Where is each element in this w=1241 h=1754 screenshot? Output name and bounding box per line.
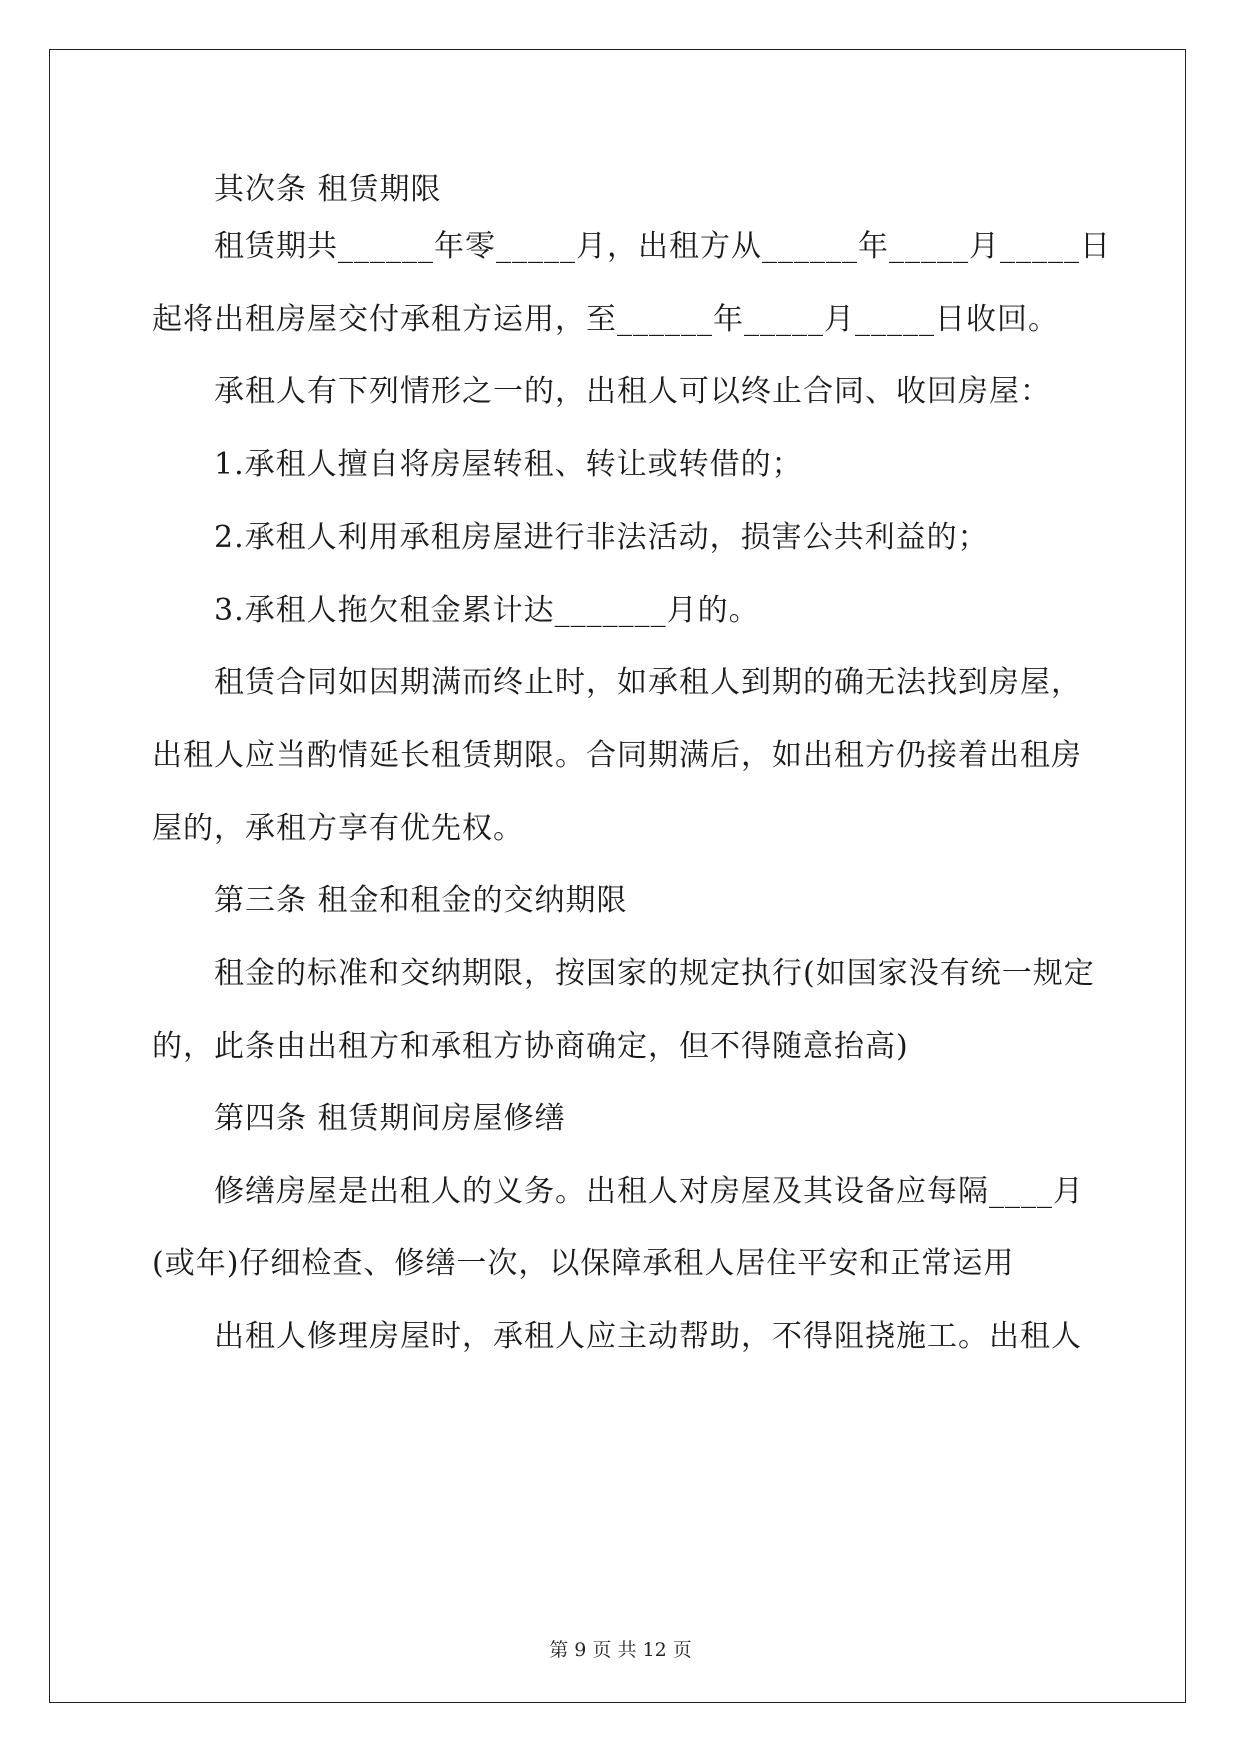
paragraph-line: 屋的，承租方享有优先权。 (152, 811, 524, 846)
section-heading-4: 第四条 租赁期间房屋修缮 (214, 1101, 566, 1136)
paragraph-line: 租赁期共______年零_____月，出租方从______年_____月_____日 (214, 229, 1111, 264)
list-item-3: 3.承租人拖欠租金累计达_______月的。 (214, 593, 760, 628)
section-heading-3: 第三条 租金和租金的交纳期限 (214, 883, 628, 918)
paragraph-line: 承租人有下列情形之一的，出租人可以终止合同、收回房屋： (214, 374, 1051, 409)
paragraph-line: 租金的标准和交纳期限，按国家的规定执行(如国家没有统一规定 (214, 956, 1095, 991)
paragraph-line: (或年)仔细检查、修缮一次，以保障承租人居住平安和正常运用 (152, 1246, 1015, 1281)
paragraph-line: 修缮房屋是出租人的义务。出租人对房屋及其设备应每隔____月 (214, 1174, 1084, 1209)
paragraph-line: 出租人应当酌情延长租赁期限。合同期满后，如出租方仍接着出租房 (152, 738, 1082, 773)
paragraph-line: 起将出租房屋交付承租方运用，至______年_____月_____日收回。 (152, 302, 1059, 337)
section-heading-2: 其次条 租赁期限 (214, 172, 442, 207)
list-item-1: 1.承租人擅自将房屋转租、转让或转借的； (214, 447, 803, 482)
paragraph-line: 租赁合同如因期满而终止时，如承租人到期的确无法找到房屋， (214, 665, 1082, 700)
list-item-2: 2.承租人利用承租房屋进行非法活动，损害公共利益的； (214, 520, 989, 555)
page-number-footer: 第 9 页 共 12 页 (549, 1639, 692, 1661)
page-border (49, 49, 1186, 1703)
paragraph-line: 的，此条由出租方和承租方协商确定，但不得随意抬高) (152, 1029, 909, 1064)
paragraph-line: 出租人修理房屋时，承租人应主动帮助，不得阻挠施工。出租人 (214, 1319, 1082, 1354)
